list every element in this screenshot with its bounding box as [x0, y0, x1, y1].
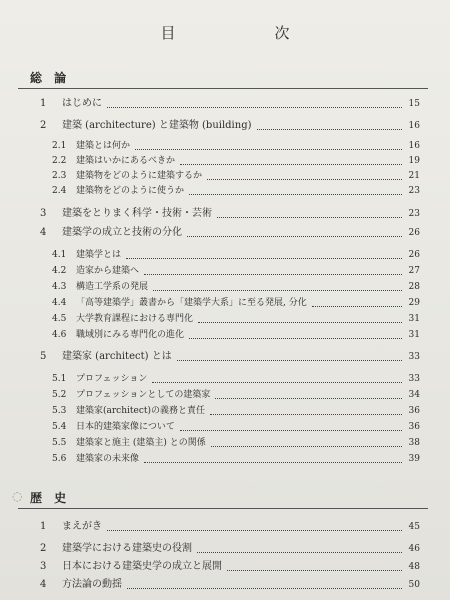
toc-entry-page: 31 — [408, 330, 420, 340]
toc-entry-title: プロフェッションとしての建築家 — [76, 390, 211, 400]
toc-entry-number: 5.3 — [52, 406, 67, 416]
toc-entry-page: 23 — [408, 209, 420, 219]
toc-entry-page: 21 — [408, 171, 420, 181]
toc-entry-page: 34 — [408, 390, 420, 400]
leader-dots — [144, 462, 402, 463]
toc-entry-page: 46 — [408, 544, 420, 554]
toc-entry-page: 15 — [408, 99, 420, 109]
toc-entry-page: 23 — [408, 186, 420, 196]
toc-entry-number: 3 — [40, 561, 47, 572]
leader-dots — [211, 446, 402, 447]
toc-entry — [52, 185, 420, 197]
toc-entry-number: 5.5 — [52, 438, 67, 448]
toc-entry — [40, 351, 420, 363]
leader-dots — [189, 194, 402, 195]
toc-entry — [52, 453, 420, 465]
leader-dots — [257, 129, 403, 130]
toc-entry — [52, 373, 420, 385]
toc-entry-title: 建築物をどのように使うか — [76, 186, 185, 196]
toc-entry — [52, 140, 420, 152]
toc-entry — [40, 208, 420, 220]
toc-entry-title: 大学教育課程における専門化 — [76, 314, 194, 324]
toc-entry-number: 4 — [40, 227, 47, 238]
toc-entry-page: 39 — [408, 454, 420, 464]
toc-entry-title: 建築はいかにあるべきか — [76, 156, 176, 166]
toc-entry-page: 36 — [408, 422, 420, 432]
toc-entry-title: 建築物をどのように建築するか — [76, 171, 203, 181]
leader-dots — [177, 360, 402, 361]
toc-entry-number: 4.4 — [52, 298, 67, 308]
leader-dots — [153, 290, 402, 291]
toc-entry-number: 1 — [40, 521, 47, 532]
toc-entry — [52, 405, 420, 417]
section-heading-general: 総 論 — [30, 71, 71, 85]
toc-entry-page: 36 — [408, 406, 420, 416]
toc-entry — [52, 155, 420, 167]
toc-entry-number: 2.2 — [52, 156, 67, 166]
toc-entry — [52, 170, 420, 182]
toc-entry-title: 建築家と施主 (建築主) との関係 — [76, 438, 206, 448]
toc-entry — [40, 561, 420, 573]
toc-entry-title: 建築家(architect)の義務と責任 — [76, 406, 206, 416]
toc-entry-page: 16 — [408, 121, 420, 131]
toc-entry-page: 28 — [408, 282, 420, 292]
section-rule — [18, 88, 428, 89]
toc-entry-number: 1 — [40, 98, 47, 109]
toc-entry-title: 建築をとりまく科学・技術・芸術 — [62, 208, 212, 219]
toc-entry-page: 50 — [408, 580, 420, 590]
toc-entry-title: プロフェッション — [76, 374, 148, 384]
toc-entry — [40, 227, 420, 239]
toc-entry-page: 38 — [408, 438, 420, 448]
toc-entry-page: 33 — [408, 352, 420, 362]
toc-entry-number: 4.5 — [52, 314, 67, 324]
toc-entry-number: 4.6 — [52, 330, 67, 340]
toc-entry-title: 方法論の動揺 — [62, 579, 122, 590]
leader-dots — [312, 306, 402, 307]
leader-dots — [210, 414, 402, 415]
toc-entry-page: 33 — [408, 374, 420, 384]
leader-dots — [198, 322, 402, 323]
leader-dots — [189, 338, 402, 339]
toc-entry-number: 5.2 — [52, 390, 67, 400]
toc-entry-title: まえがき — [62, 521, 102, 532]
leader-dots — [152, 382, 402, 383]
toc-entry-number: 5.4 — [52, 422, 67, 432]
toc-entry-title: 建築学とは — [76, 250, 122, 260]
toc-entry-title: 日本的建築家像について — [76, 422, 175, 432]
leader-dots — [135, 149, 402, 150]
leader-dots — [180, 164, 402, 165]
toc-entry — [52, 329, 420, 341]
toc-entry-page: 26 — [408, 228, 420, 238]
toc-entry-page: 29 — [408, 298, 420, 308]
section-mark-icon: ◌ — [12, 489, 23, 503]
toc-entry-number: 5.6 — [52, 454, 67, 464]
leader-dots — [217, 217, 402, 218]
toc-entry-number: 4.1 — [52, 250, 67, 260]
leader-dots — [197, 552, 402, 553]
leader-dots — [215, 398, 402, 399]
page-title: 目 次 — [160, 24, 332, 42]
leader-dots — [227, 570, 402, 571]
toc-entry-title: 建築とは何か — [76, 141, 131, 151]
toc-entry-page: 16 — [408, 141, 420, 151]
leader-dots — [127, 588, 402, 589]
section-heading-history: 歴 史 — [30, 491, 71, 505]
toc-entry-title: 建築 (architecture) と建築物 (building) — [62, 120, 252, 131]
toc-entry — [40, 579, 420, 591]
toc-entry-title: 造家から建築へ — [76, 266, 140, 276]
section-rule — [18, 508, 428, 509]
toc-entry-number: 2 — [40, 120, 47, 131]
toc-entry — [52, 249, 420, 261]
toc-entry-title: 建築学の成立と技術の分化 — [62, 227, 182, 238]
toc-entry — [40, 543, 420, 555]
toc-entry — [52, 281, 420, 293]
toc-entry — [40, 521, 420, 533]
toc-entry-number: 3 — [40, 208, 47, 219]
leader-dots — [144, 274, 402, 275]
leader-dots — [207, 179, 402, 180]
leader-dots — [180, 430, 402, 431]
toc-entry-title: 建築家の未来像 — [76, 454, 140, 464]
toc-entry-title: 建築学における建築史の役割 — [62, 543, 192, 554]
toc-entry — [52, 421, 420, 433]
leader-dots — [187, 236, 402, 237]
toc-entry-number: 2.3 — [52, 171, 67, 181]
toc-entry — [52, 297, 420, 309]
toc-entry — [52, 437, 420, 449]
toc-entry-number: 2.4 — [52, 186, 67, 196]
toc-entry-title: はじめに — [62, 98, 102, 109]
toc-entry-page: 19 — [408, 156, 420, 166]
toc-entry-page: 26 — [408, 250, 420, 260]
toc-entry — [52, 389, 420, 401]
toc-entry-title: 日本における建築史学の成立と展開 — [62, 561, 222, 572]
toc-entry — [40, 98, 420, 110]
toc-entry-page: 31 — [408, 314, 420, 324]
toc-entry — [40, 120, 420, 132]
toc-entry-title: 職域別にみる専門化の進化 — [76, 330, 185, 340]
toc-entry — [52, 265, 420, 277]
toc-entry-title: 構造工学系の発展 — [76, 282, 149, 292]
toc-entry — [52, 313, 420, 325]
toc-entry-title: 建築家 (architect) とは — [62, 351, 172, 362]
leader-dots — [107, 530, 402, 531]
toc-entry-title: 「高等建築学」叢書から「建築学大系」に至る発展, 分化 — [76, 298, 307, 308]
toc-entry-number: 5.1 — [52, 374, 67, 384]
leader-dots — [107, 107, 402, 108]
leader-dots — [126, 258, 402, 259]
toc-entry-number: 4 — [40, 579, 47, 590]
toc-entry-page: 48 — [408, 562, 420, 572]
toc-entry-page: 45 — [408, 522, 420, 532]
toc-entry-number: 2.1 — [52, 141, 67, 151]
toc-entry-page: 27 — [408, 266, 420, 276]
toc-entry-number: 2 — [40, 543, 47, 554]
toc-entry-number: 5 — [40, 351, 47, 362]
toc-entry-number: 4.3 — [52, 282, 67, 292]
toc-entry-number: 4.2 — [52, 266, 67, 276]
